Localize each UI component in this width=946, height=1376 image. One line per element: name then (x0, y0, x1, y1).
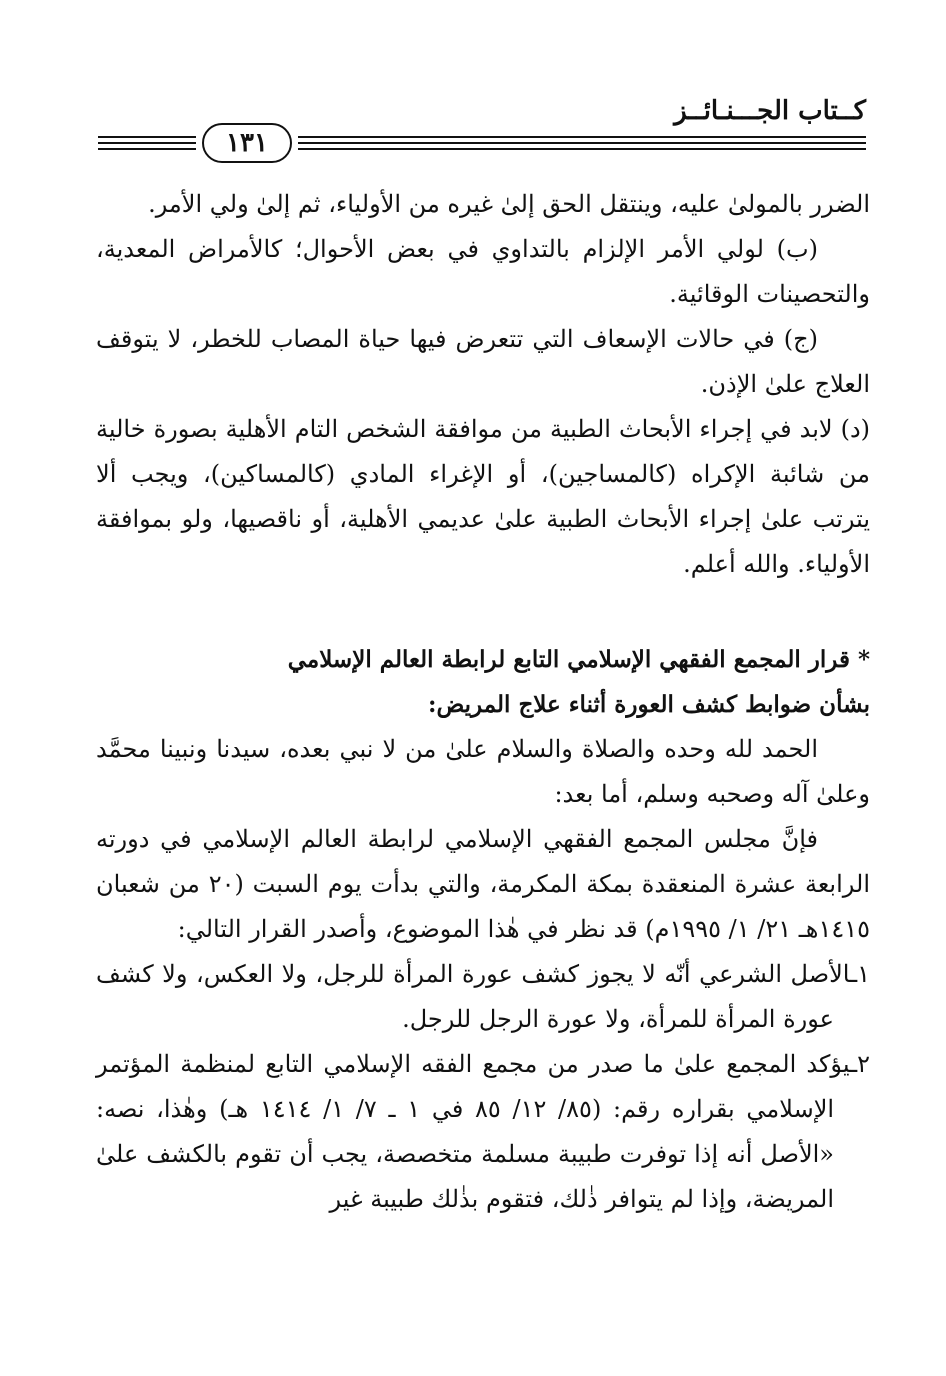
paragraph: (ب) لولي الأمر الإلزام بالتداوي في بعض الأحوال؛ كالأمراض المعدية، والتحصينات الوقائية. (96, 235, 870, 308)
header-rule (98, 148, 196, 150)
section-subheading: بشأن ضوابط كشف العورة أثناء علاج المريض: (427, 691, 870, 718)
list-item-text: الأصل الشرعي أنّه لا يجوز كشف عورة المرأة للرجل، ولا العكس، ولا كشف عورة المرأة للمرأة، ولا عورة الرجل للرجل. (96, 960, 851, 1033)
page-number: ١٣١ (202, 123, 292, 163)
header-rule (98, 136, 196, 138)
paragraph: (ج) في حالات الإسعاف التي تتعرض فيها حياة المصاب للخطر، لا يتوقف العلاج علىٰ الإذن. (96, 325, 870, 398)
header-rule (98, 142, 196, 144)
header-rule (298, 136, 866, 138)
list-item-number: ٢ـ (850, 1050, 870, 1078)
section-heading: * قرار المجمع الفقهي الإسلامي التابع لرابطة العالم الإسلامي (287, 646, 870, 673)
list-item-text: يؤكد المجمع علىٰ ما صدر من مجمع الفقه الإسلامي التابع لمنظمة المؤتمر الإسلامي بقراره رقم: (٨٥/ ١٢/ ٨٥ في ١ ـ ٧/ ١/ ١٤١٤ هـ) وهٰذا، نصه: «الأصل أنه إذا توفرت طبيبة مسلمة متخصصة، يجب أن تقوم بالكشف علىٰ المريضة، وإذا لم يتوافر ذٰلك، فتقوم بذٰلك طبيبة غير (96, 1050, 851, 1213)
list-item-number: ١ـ (850, 960, 870, 988)
paragraph: الحمد لله وحده والصلاة والسلام علىٰ من لا نبي بعده، سيدنا ونبينا محمَّد وعلىٰ آله وصحبه وسلم، أما بعد: (96, 735, 870, 808)
paragraph: (د) لابد في إجراء الأبحاث الطبية من موافقة الشخص التام الأهلية بصورة خالية من شائبة الإكراه (كالمساجين)، أو الإغراء المادي (كالمساكين)، ويجب ألا يترتب علىٰ إجراء الأبحاث الطبية علىٰ عديمي الأهلية، أو ناقصيها، ولو بموافقة الأولياء. والله أعلم. (96, 415, 871, 578)
header-rule (298, 142, 866, 144)
list-item (96, 1042, 870, 1222)
running-title: كــتاب الجـــنـائــز (674, 96, 866, 126)
paragraph: الضرر بالمولىٰ عليه، وينتقل الحق إلىٰ غيره من الأولياء، ثم إلىٰ ولي الأمر. (148, 190, 870, 218)
header-rule (298, 148, 866, 150)
list-item (96, 952, 870, 1042)
section-gap (96, 587, 870, 637)
paragraph: فإنَّ مجلس المجمع الفقهي الإسلامي لرابطة العالم الإسلامي في دورته الرابعة عشرة المنعقدة بمكة المكرمة، والتي بدأت يوم السبت (٢٠ من شعبان ١٤١٥هـ ٢١/ ١/ ١٩٩٥م) قد نظر في هٰذا الموضوع، وأصدر القرار التالي: (96, 825, 870, 943)
page-header (98, 92, 866, 162)
page-body (96, 182, 870, 1222)
